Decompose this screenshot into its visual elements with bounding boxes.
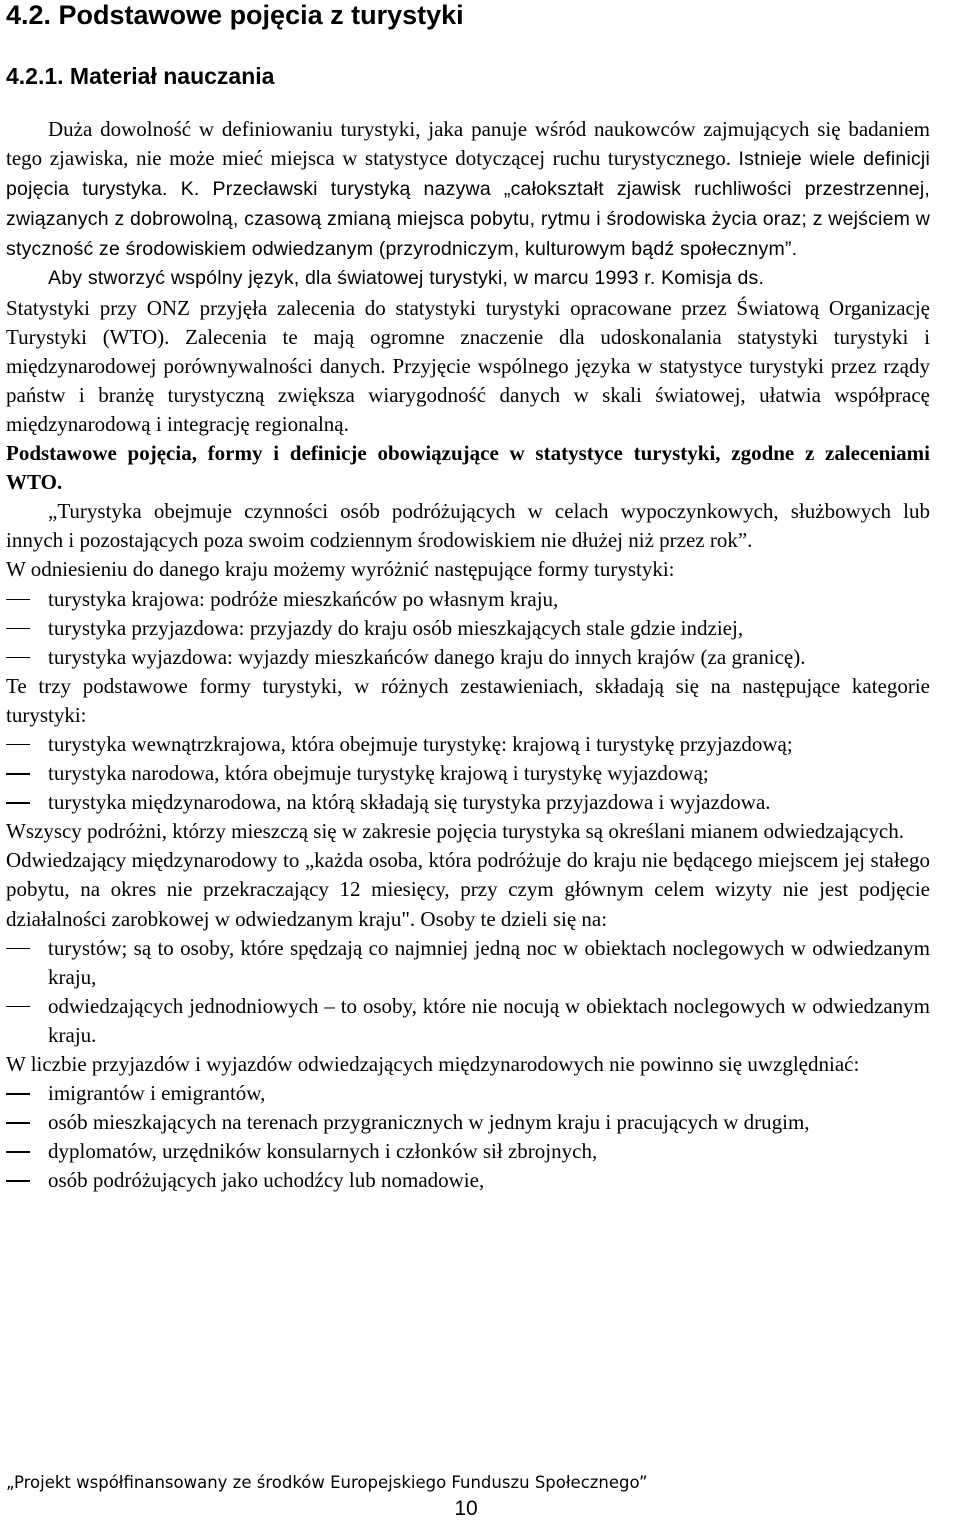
dash-bullet bbox=[6, 1122, 30, 1124]
list-item bbox=[6, 1079, 930, 1108]
list-item bbox=[6, 730, 930, 759]
list-item bbox=[6, 614, 930, 643]
section-heading: 4.2. Podstawowe pojęcia z turystyki bbox=[6, 0, 464, 30]
list-item bbox=[6, 788, 930, 817]
paragraph-definition-text: Istnieje wiele definicji pojęcia turystyka. K. Przecławski turystyką nazywa „całokształt zjawisk ruchliwości przestrzennej, związanych z dobrowolną, czasową zmianą miejsca pobytu, rytmu i środowiska życia oraz; z wejściem w styczność ze środowiskiem odwiedzanym (przyrodniczym, kulturowym bądź społecznym”. bbox=[6, 148, 931, 261]
list-item bbox=[6, 759, 930, 788]
list-tourism-categories bbox=[6, 730, 930, 817]
list-item bbox=[6, 992, 930, 1050]
dash-bullet bbox=[6, 657, 30, 659]
paragraph-categories-intro: Te trzy podstawowe formy turystyki, w różnych zestawieniach, składają się na następujące kategorie turystyki: bbox=[6, 673, 930, 727]
dash-bullet bbox=[6, 599, 30, 601]
paragraph-travellers: Wszyscy podróżni, którzy mieszczą się w zakresie pojęcia turystyka są określani mianem odwiedzających. bbox=[6, 819, 904, 844]
list-item-text: turystyka wewnątrzkrajowa, która obejmuje turystykę: krajową i turystykę przyjazdową; bbox=[48, 731, 793, 756]
list-item-text: turystyka przyjazdowa: przyjazdy do kraju osób mieszkających stale gdzie indziej, bbox=[48, 615, 744, 640]
paragraph-intro-text: Duża dowolność w definiowaniu turystyki, jaka panuje wśród naukowców zajmujących się badaniem tego zjawiska, nie może mieć miejsca w statystyce dotyczącej ruchu turystycznego. bbox=[6, 117, 930, 171]
list-exclusions bbox=[6, 1079, 930, 1195]
dash-bullet bbox=[6, 744, 30, 746]
list-item-text: turystyka wyjazdowa: wyjazdy mieszkańców danego kraju do innych krajów (za granicę). bbox=[48, 644, 806, 669]
list-item-text: imigrantów i emigrantów, bbox=[48, 1081, 266, 1106]
list-item bbox=[6, 585, 930, 614]
dash-bullet bbox=[6, 628, 30, 630]
list-item-text: dyplomatów, urzędników konsularnych i członków sił zbrojnych, bbox=[48, 1139, 598, 1164]
list-item-text: turystyka międzynarodowa, na którą składają się turystyka przyjazdowa i wyjazdowa. bbox=[48, 790, 771, 815]
list-item-text: osób podróżujących jako uchodźcy lub nomadowie, bbox=[48, 1168, 485, 1193]
page-number: 10 bbox=[454, 1497, 478, 1520]
dash-bullet bbox=[6, 1180, 30, 1182]
list-item bbox=[6, 1137, 930, 1166]
paragraph-tourism-definition: „Turystyka obejmuje czynności osób podróżujących w celach wypoczynkowych, służbowych lub innych i pozostających poza swoim codziennym środowiskiem nie dłużej niż przez rok”. bbox=[6, 499, 930, 553]
list-item bbox=[6, 1108, 930, 1137]
paragraph-international-visitor: Odwiedzający międzynarodowy to „każda osoba, która podróżuje do kraju nie będącego miejscem jej stałego pobytu, na okres nie przekraczający 12 miesięcy, przy czym głównym celem wizyty nie jest podjęcie działalności zarobkowej w odwiedzanym kraju". Osoby te dzieli się na: bbox=[6, 848, 930, 931]
document-body bbox=[6, 115, 930, 1195]
list-item-text: turystyka narodowa, która obejmuje turystykę krajową i turystykę wyjazdową; bbox=[48, 761, 709, 786]
paragraph-bold-heading: Podstawowe pojęcia, formy i definicje obowiązujące w statystyce turystyki, zgodne z zaleceniami WTO. bbox=[6, 441, 930, 495]
dash-bullet bbox=[6, 948, 30, 950]
list-item-text: turystów; są to osoby, które spędzają co najmniej jedną noc w obiektach noclegowych w odwiedzanym kraju, bbox=[48, 935, 930, 989]
footer-project-note: „Projekt współfinansowany ze środków Europejskiego Funduszu Społecznego” bbox=[6, 1473, 648, 1492]
dash-bullet bbox=[6, 802, 30, 804]
paragraph-wto-recommendations: Statystyki przy ONZ przyjęła zalecenia do statystyki turystyki opracowane przez Światową Organizację Turystyki (WTO). Zalecenia te mają ogromne znaczenie dla udoskonalania statystyki turystyki i międzynarodowej porównywalności danych. Przyjęcie wspólnego języka w statystyce turystyki przez rządy państw i branżę turystyczną zwiększa wiarygodność danych w skali światowej, ułatwia współpracę międzynarodową i integrację regionalną. bbox=[6, 295, 930, 436]
list-item bbox=[6, 643, 930, 672]
dash-bullet bbox=[6, 1151, 30, 1153]
list-tourism-forms bbox=[6, 585, 930, 672]
list-item-text: odwiedzających jednodniowych – to osoby, które nie nocują w obiektach noclegowych w odwiedzanym kraju. bbox=[48, 993, 930, 1047]
list-item-text: osób mieszkających na terenach przygranicznych w jednym kraju i pracujących w drugim, bbox=[48, 1110, 810, 1135]
list-item-text: turystyka krajowa: podróże mieszkańców po własnym kraju, bbox=[48, 586, 559, 611]
dash-bullet bbox=[6, 773, 30, 775]
dash-bullet bbox=[6, 1093, 30, 1095]
paragraph-exclusions-intro: W liczbie przyjazdów i wyjazdów odwiedzających międzynarodowych nie powinno się uwzględniać: bbox=[6, 1052, 860, 1076]
list-visitor-types bbox=[6, 934, 930, 1050]
list-item bbox=[6, 934, 930, 992]
paragraph-wto-commission: Aby stworzyć wspólny język, dla światowej turystyki, w marcu 1993 r. Komisja ds. bbox=[48, 267, 765, 290]
dash-bullet bbox=[6, 1006, 30, 1008]
list-item bbox=[6, 1166, 930, 1195]
paragraph-intro bbox=[6, 115, 930, 264]
paragraph-forms-intro: W odniesieniu do danego kraju możemy wyróżnić następujące formy turystyki: bbox=[6, 557, 675, 582]
subsection-heading: 4.2.1. Materiał nauczania bbox=[6, 63, 275, 89]
